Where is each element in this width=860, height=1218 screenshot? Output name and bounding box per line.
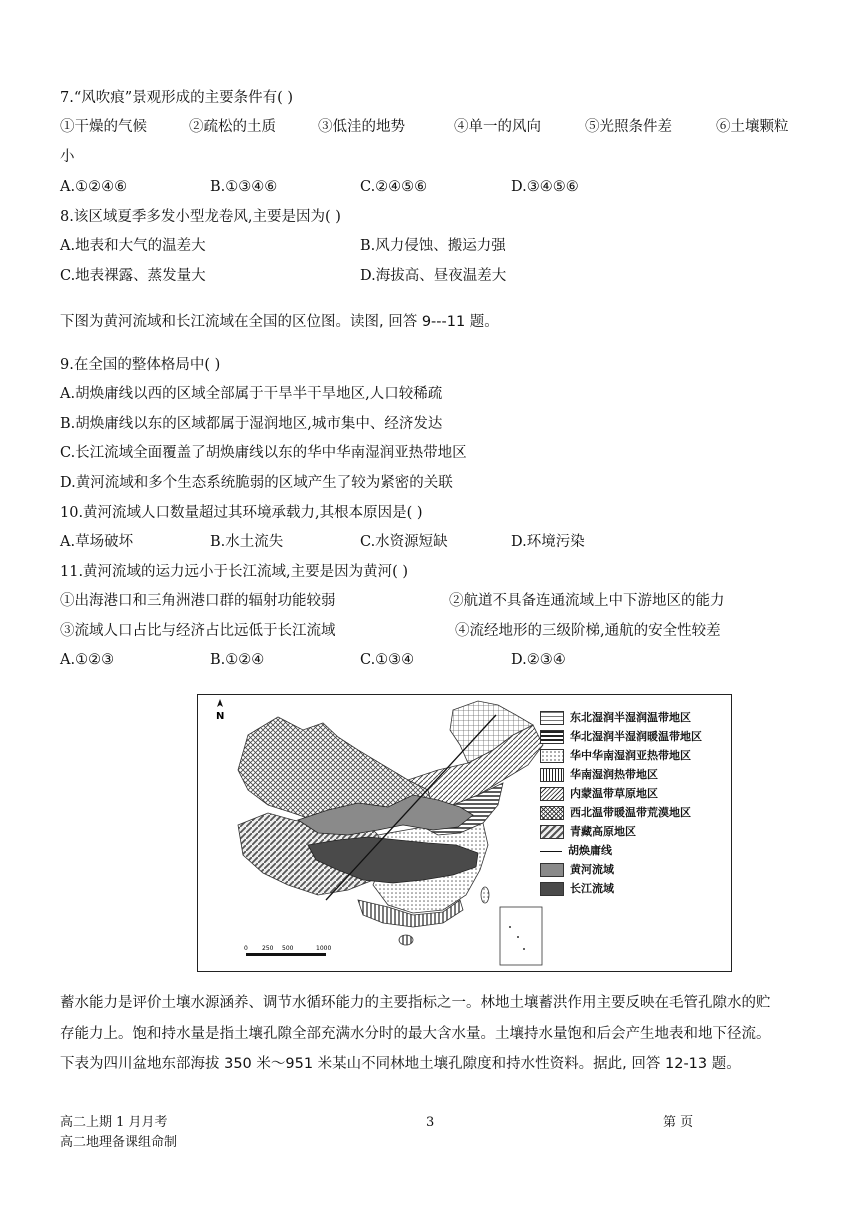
q7-item-6-wrap: 小	[60, 149, 75, 165]
footer-author: 高二地理备课组命制	[60, 1135, 178, 1150]
scale-label: 0	[244, 945, 248, 952]
china-regions-map	[197, 694, 732, 972]
legend-label: 东北湿润半湿润温带地区	[570, 711, 691, 724]
q10-choice-b: B.水土流失	[210, 534, 284, 550]
q10-choice-d: D.环境污染	[511, 534, 585, 550]
q9-choice-b: B.胡焕庸线以东的区域都属于湿润地区,城市集中、经济发达	[60, 416, 443, 432]
intro-12-13-line-3: 下表为四川盆地东部海拔 350 米～951 米某山不同林地土壤孔隙度和持水性资料。据此, 回答 12-13 题。	[60, 1056, 741, 1072]
q8-choice-b: B.风力侵蚀、搬运力强	[360, 238, 506, 254]
legend-label: 黄河流域	[570, 863, 614, 876]
q9-choice-d: D.黄河流域和多个生态系统脆弱的区域产生了较为紧密的关联	[60, 475, 453, 491]
legend-south-tropical	[540, 766, 658, 783]
intro-12-13-line-1: 蓄水能力是评价土壤水源涵养、调节水循环能力的主要指标之一。林地土壤蓄洪作用主要反映在毛管孔隙水的贮	[60, 995, 771, 1011]
q11-choice-d: D.②③④	[511, 652, 566, 668]
scale-label: 250	[262, 945, 274, 952]
q7-item-1: ①干燥的气候	[60, 119, 147, 135]
intro-9-11: 下图为黄河流域和长江流域在全国的区位图。读图, 回答 9---11 题。	[60, 314, 499, 330]
footer-page-label: 第 页	[663, 1115, 694, 1130]
q9-choice-c: C.长江流域全面覆盖了胡焕庸线以东的华中华南湿润亚热带地区	[60, 445, 467, 461]
legend-label: 青藏高原地区	[570, 825, 636, 838]
north-arrow-icon	[217, 699, 223, 707]
q8-choice-c: C.地表裸露、蒸发量大	[60, 268, 206, 284]
q11-item-3: ③流域人口占比与经济占比远低于长江流域	[60, 623, 336, 639]
legend-swatch	[540, 806, 564, 820]
south-china-sea-inset	[500, 907, 542, 965]
q8-choice-a: A.地表和大气的温差大	[60, 238, 206, 254]
legend-label: 内蒙温带草原地区	[570, 787, 658, 800]
q9-choice-a: A.胡焕庸线以西的区域全部属于干旱半干旱地区,人口较稀疏	[60, 386, 443, 402]
q7-item-5: ⑤光照条件差	[585, 119, 672, 135]
q7-item-3: ③低洼的地势	[318, 119, 405, 135]
legend-yangtze	[540, 880, 614, 897]
q11-choice-a: A.①②③	[60, 652, 115, 668]
q11-choice-c: C.①③④	[360, 652, 415, 668]
hainan-island	[399, 935, 413, 945]
q8-stem: 8.该区域夏季多发小型龙卷风,主要是因为( )	[60, 209, 341, 225]
legend-north-china	[540, 728, 702, 745]
legend-central-south	[540, 747, 691, 764]
legend-swatch	[540, 711, 564, 725]
inset-island-dot	[523, 948, 525, 950]
q9-stem: 9.在全国的整体格局中( )	[60, 357, 221, 373]
q7-stem: 7.“风吹痕”景观形成的主要条件有( )	[60, 90, 294, 106]
legend-swatch	[540, 768, 564, 782]
legend-label: 华中华南湿润亚热带地区	[570, 749, 691, 762]
q7-item-4: ④单一的风向	[454, 119, 541, 135]
legend-label: 西北温带暖温带荒漠地区	[570, 806, 691, 819]
scale-label: 500	[282, 945, 294, 952]
q7-item-2: ②疏松的土质	[189, 119, 276, 135]
q7-choice-a: A.①②④⑥	[60, 179, 128, 195]
legend-label: 胡焕庸线	[568, 844, 612, 857]
q11-item-2: ②航道不具备连通流域上中下游地区的能力	[449, 593, 725, 609]
legend-tibet	[540, 823, 636, 840]
legend-swatch	[540, 863, 564, 877]
north-label: N	[216, 711, 225, 722]
q10-choice-c: C.水资源短缺	[360, 534, 448, 550]
q11-stem: 11.黄河流域的运力远小于长江流域,主要是因为黄河( )	[60, 564, 409, 580]
q7-choice-d: D.③④⑤⑥	[511, 179, 579, 195]
q10-stem: 10.黄河流域人口数量超过其环境承载力,其根本原因是( )	[60, 505, 423, 521]
legend-swatch	[540, 825, 564, 839]
legend-line	[540, 851, 562, 852]
legend-swatch	[540, 882, 564, 896]
legend-yellow-river	[540, 861, 614, 878]
legend-inner-mongolia	[540, 785, 658, 802]
legend-label: 华北湿润半湿润暖温带地区	[570, 730, 702, 743]
legend-hu-line	[540, 842, 612, 859]
legend-swatch	[540, 787, 564, 801]
legend-label: 华南湿润热带地区	[570, 768, 658, 781]
scale-bar	[246, 953, 326, 956]
q8-choice-d: D.海拔高、昼夜温差大	[360, 268, 507, 284]
q11-item-4: ④流经地形的三级阶梯,通航的安全性较差	[455, 623, 721, 639]
inset-island-dot	[517, 936, 519, 938]
legend-swatch	[540, 730, 564, 744]
footer-page-number: 3	[426, 1115, 435, 1130]
intro-12-13-line-2: 存能力上。饱和持水量是指土壤孔隙全部充满水分时的最大含水量。土壤持水量饱和后会产生地表和地下径流。	[60, 1026, 771, 1042]
taiwan-island	[481, 887, 489, 903]
q10-choice-a: A.草场破坏	[60, 534, 134, 550]
q7-item-6: ⑥土壤颗粒	[716, 119, 789, 135]
inset-island-dot	[509, 926, 511, 928]
legend-swatch	[540, 749, 564, 763]
legend-northeast	[540, 709, 691, 726]
legend-label: 长江流域	[570, 882, 614, 895]
legend-northwest	[540, 804, 691, 821]
footer-exam-name: 高二上期 1 月月考	[60, 1115, 168, 1130]
q7-choice-c: C.②④⑤⑥	[360, 179, 428, 195]
q7-choice-b: B.①③④⑥	[210, 179, 278, 195]
q11-choice-b: B.①②④	[210, 652, 265, 668]
q11-item-1: ①出海港口和三角洲港口群的辐射功能较弱	[60, 593, 336, 609]
scale-label: 1000	[316, 945, 332, 952]
